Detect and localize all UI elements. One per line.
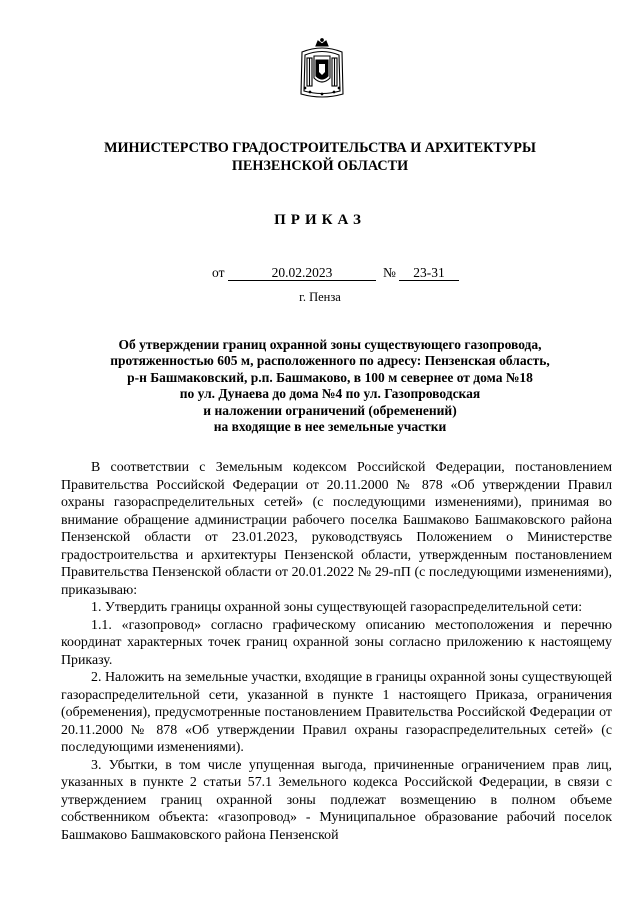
number-sign: № [383,265,396,280]
ministry-line-2: ПЕНЗЕНСКОЙ ОБЛАСТИ [231,158,409,174]
subject-line: по ул. Дунаева до дома №4 по ул. Газопроводская [179,386,481,402]
order-title: ПРИКАЗ [274,212,366,228]
ministry-line-1: МИНИСТЕРСТВО ГРАДОСТРОИТЕЛЬСТВА И АРХИТЕКТУРЫ [104,140,536,156]
body-paragraph: 1.1. «газопровод» согласно графическому описанию местоположения и перечню координат характерных точек границ охранной зоны согласно приложению к настоящему Приказу. [61,617,612,668]
order-date: 20.02.2023 [228,265,376,281]
subject-line: на входящие в нее земельные участки [213,419,447,435]
subject-line: протяженностью 605 м, расположенного по адресу: Пензенская область, [110,353,550,369]
order-number: 23-31 [399,265,459,281]
date-prefix: от [212,265,225,280]
body-paragraph: 2. Наложить на земельные участки, входящие в границы охранной зоны существующей газораспределительной сети, указанной в пункте 1 настоящего Приказа, ограничения (обременения), предусмотренные постановлением Правительства Российской Федерации от 20.11.2000 № 878 «Об утверждении Правил охраны газораспределительных сетей» (с последующими изменениями). [61,670,612,755]
subject-line: Об утверждении границ охранной зоны существующего газопровода, [118,337,542,352]
body-paragraph: 1. Утвердить границы охранной зоны существующей газораспределительной сети: [91,600,583,615]
subject-line: р-н Башмаковский, р.п. Башмаково, в 100 м севернее от дома №18 [127,369,533,385]
order-city: г. Пенза [299,290,341,304]
body-paragraph: 3. Убытки, в том числе упущенная выгода, причиненные ограничением прав лиц, указанных в пункте 2 статьи 57.1 Земельного кодекса Российской Федерации, в связи с утверждением границ охранной зоны подлежат возмещению в полном объеме собственником объекта: «газопровод» - Муниципальное образование рабочий поселок Башмаково Башмаковского района Пензенской [61,757,612,843]
coat-of-arms-icon [296,38,348,100]
subject-line: и наложении ограничений (обременений) [203,402,457,418]
body-paragraph: В соответствии с Земельным кодексом Российской Федерации, постановлением Правительства Российской Федерации от 20.11.2000 № 878 «Об утверждении Правил охраны газораспределительных сетей» (с последующими изменениями), принимая во внимание обращение администрации рабочего поселка Башмаково Башмаковского района Пензенской области от 23.01.2023, руководствуясь Положением о Министерстве градостроительства и архитектуры Пензенской области, утвержденным постановлением Правительства Пензенской области от 20.01.2022 № 29-пП (с последующими изменениями), приказываю: [61,460,612,598]
ministry-name [0,139,640,175]
order-body [61,459,612,844]
order-subject [60,337,600,435]
